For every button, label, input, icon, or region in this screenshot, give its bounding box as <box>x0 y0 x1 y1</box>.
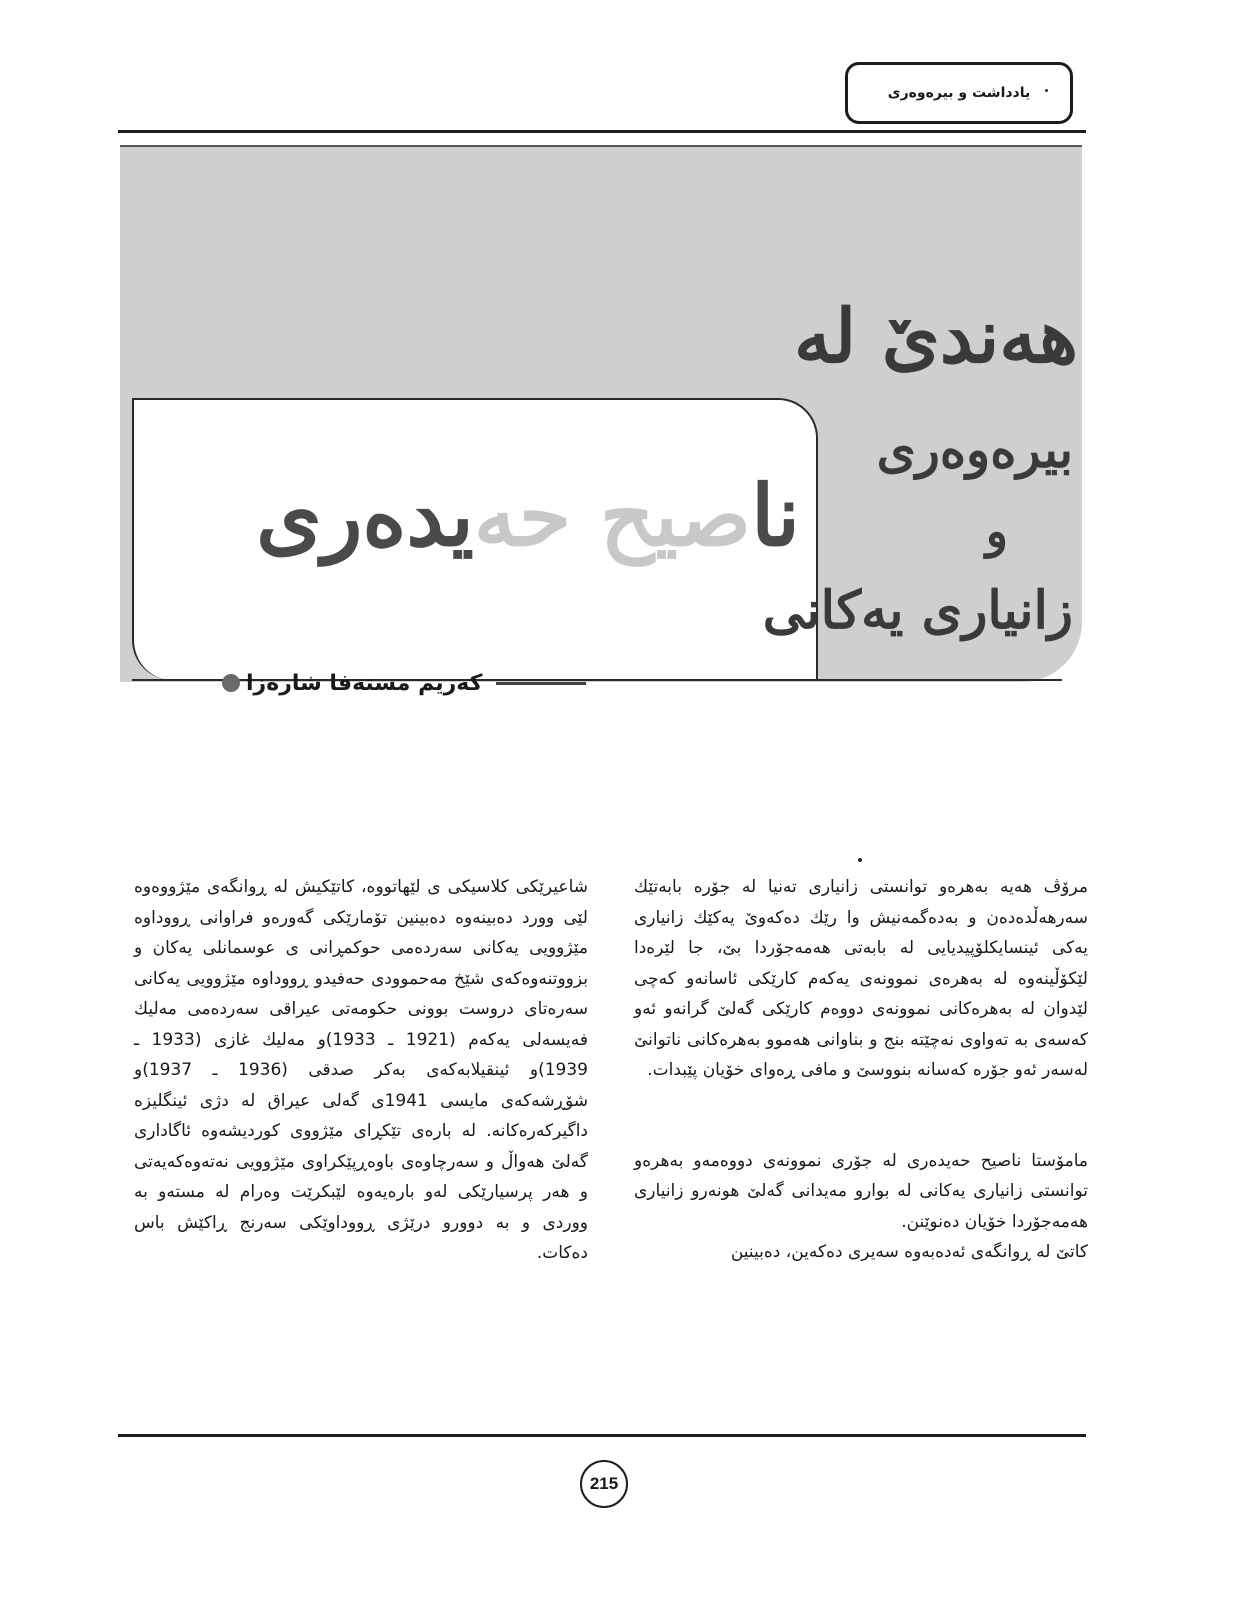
section-label: یادداشت و بیرەوەری <box>887 85 1031 101</box>
top-rule <box>118 130 1086 133</box>
paragraph: مرۆڤ هەیە بەهرەو توانستی زانیاری تەنیا لە جۆرە بابەتێك سەرهەڵدەدەن و بەدەگمەنیش وا رێك دەكەوێ یەكێك زانیاری یەكی ئینسایكلۆپیدیایی لە بابەتی هەمەجۆردا بێ، جا لێرەدا لێكۆڵینەوە لە بەهرەی نموونەی یەكەم كارێكی ئاسانەو كەچی لێدوان لە بەهرەكانی نموونەی دووەم كارێكی گەلێ گرانەو ئەو كەسەی بە تەواوی نەچێتە بنج و بناوانی هەموو بەهرەكانی ناتوانێ لەسەر ئەو جۆرە كەسانە بنووسێ و مافی ڕەوای خۆیان پێبدات. <box>634 877 1088 1080</box>
title-line-4: زانیاری یەکانی <box>762 580 1073 641</box>
author-name: کەریم مستەفا شارەزا <box>246 670 483 696</box>
title-line-3: و <box>985 504 1008 558</box>
bullet-icon <box>222 674 240 692</box>
decorative-dot <box>1045 89 1048 92</box>
name-part-middle: صیح حە <box>473 466 752 565</box>
title-line-1: هەندێ لە <box>793 294 1078 380</box>
subject-name <box>150 466 800 565</box>
decorative-dot <box>858 858 862 862</box>
page-number: 215 <box>580 1460 628 1508</box>
bottom-rule <box>118 1434 1086 1437</box>
paragraph: شاعیرێكی كلاسیكی ی لێهاتووە، كاتێكیش لە ڕوانگەی مێژووەوە لێی وورد دەبینەوە دەبینین تۆمارێكی گەورەو فراوانی ڕووداوە مێژوویی یەكانی سەردەمی حوكمڕانی ی عوسمانلی یەكان و بزووتنەوەكەی شێخ مەحموودی حەفیدو ڕووداوە مێژوویی یەكانی سەرەتای دروست بوونی حكومەتی عیراقی سەردەمی مەلیك فەیسەلی یەكەم (1921 ـ 1933)و مەلیك غازی (1933 ـ 1939)و ئینقیلابەكەی بەكر صدقی (1936 ـ 1937)و شۆڕشەكەی مایسی 1941ی گەلی عیراق لە دژی ئینگلیزە داگیركەرەكانە. لە بارەی تێكڕای مێژووی كوردیشەوە ئاگاداری گەلێ هەواڵ و سەرچاوەی باوەڕپێكراوی مێژوویی نەتەوەكەیەتی و هەر پرسیارێكی لەو بارەیەوە لێبكرێت وەرام لە مستەو بە ووردی و بە دوورو درێژی ڕووداوێكی سەرنج ڕاكێش باس دەكات. <box>134 877 588 1263</box>
name-part-end: یدەری <box>256 466 474 565</box>
author-rule <box>496 682 586 685</box>
title-line-2: بیرەوەری <box>876 420 1073 479</box>
article-column-right <box>634 872 1088 1268</box>
section-header-box <box>845 62 1073 124</box>
name-part-prefix: ن <box>776 466 800 565</box>
paragraph: كاتێ لە ڕوانگەی ئەدەبەوە سەیری دەكەین، دەبینین <box>730 1242 1088 1262</box>
paragraph: مامۆستا ناصیح حەیدەری لە جۆری نموونەی دووەمەو بەهرەو توانستی زانیاری یەكانی لە بوارو مەیدانی گەلێ هونەرو زانیاری هەمەجۆردا خۆیان دەنوێنن. <box>634 1150 1088 1232</box>
name-part-start: ا <box>751 466 777 565</box>
author-byline <box>222 668 586 698</box>
article-column-left <box>134 872 588 1269</box>
